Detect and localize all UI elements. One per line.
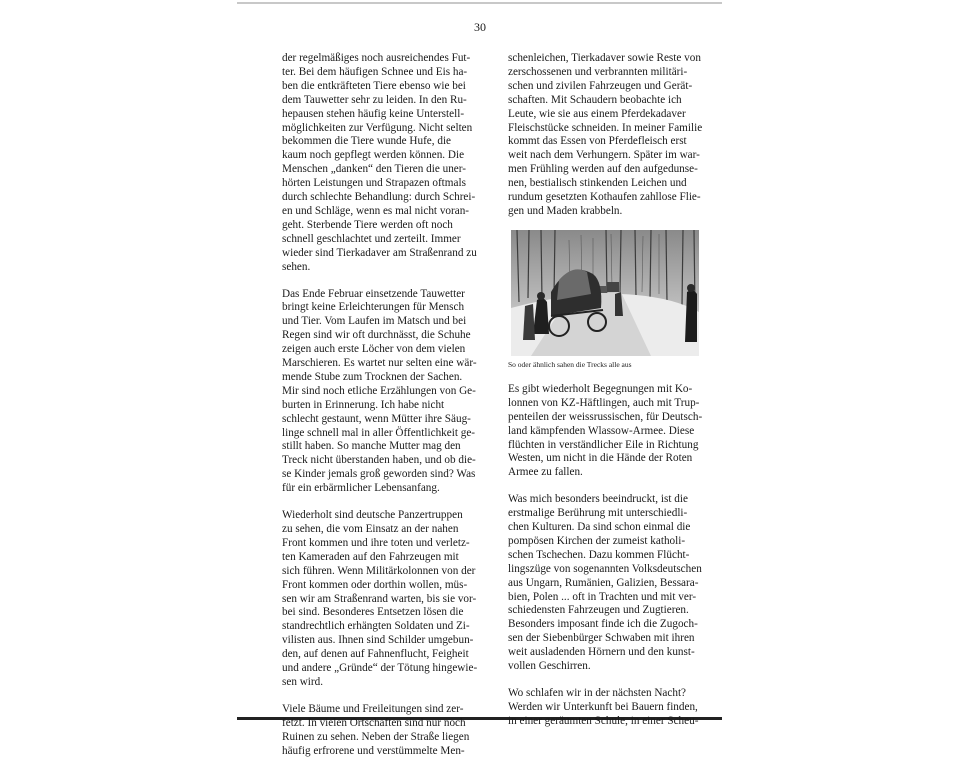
paragraph: Das Ende Februar einsetzende Tauwetter bringt keine Erleichterungen für Mensch und Tier. Vom Laufen im Matsch und bei Regen sind wir oft durchnässt, die Schuhe zeigen auch erste Löcher von dem vielen Marschieren. Es wartet nur selten eine wär- mende Stube zum Trocknen der Sachen. Mir sind noch etliche Erzählungen von Ge- burten in Erinnerung. Ich habe nicht schlecht gestaunt, wenn Mütter ihre Säug- linge schnell mal in aller Öffentlichkeit ge- stillt haben. So manche Mutter mag den Treck nicht überstanden haben, und ob die- se Kinder jemals groß geworden sind? Was für ein erbärmlicher Lebensanfang. — [282, 287, 477, 495]
left-text-column — [282, 52, 494, 772]
paragraph: Was mich besonders beeindruckt, ist die erstmalige Berührung mit unterschiedli- chen Kulturen. Da sind schon einmal die pompösen Kirchen der zumeist katholi- schen Tschechen. Dazu kommen Flücht- lingszüge von sogenannten Volksdeutschen aus Ungarn, Rumänien, Galizien, Bessara- bien, Polen ... oft in Trachten und mit ver- schiedensten Fahrzeugen und Zugtieren. Besonders imposant finde ich die Zugoch- sen der Siebenbürger Schwaben mit ihren weit ausladenden Hörnern und den kunst- vollen Geschirren. — [508, 493, 702, 673]
paragraph: Es gibt wiederholt Begegnungen mit Ko- lonnen von KZ-Häftlingen, auch mit Trup- penteilen der weissrussischen, für Deutsch- land kämpfenden Wlassow-Armee. Diese flüchten in verständlicher Eile in Richtung Westen, um nicht in die Hände der Roten Armee zu fallen. — [508, 382, 703, 479]
paragraph: der regelmäßiges noch ausreichendes Fut- ter. Bei dem häufigen Schnee und Eis ha- ben die entkräfteten Tiere ebenso wie bei dem Tauwetter sehr zu leiden. In den Ru- hepausen stehen häufig keine Unterstell- möglichkeiten zur Verfügung. Nicht selten bekommen die Tiere wunde Hufe, die kaum noch gepflegt werden können. Die Menschen „danken“ den Tieren die uner- hörten Leistungen und Strapazen oftmals durch schlechte Behandlung: durch Schrei- en und Schläge, wenn es mal nicht voran- geht. Sterbende Tiere werden oft noch schnell geschlachtet und zerteilt. Immer wieder sind Tierkadaver am Straßenrand zu sehen. — [282, 52, 477, 273]
paragraph: Wo schlafen wir in der nächsten Nacht? Werden wir Unterkunft bei Bauern finden, in einer geräumten Schule, in einer Scheu- — [508, 687, 699, 727]
paragraph: schenleichen, Tierkadaver sowie Reste von zerschossenen und verbrannten militäri- schen und zivilen Fahrzeugen und Gerät- schaften. Mit Schaudern beobachte ich Leute, wie sie aus einem Pferdekadaver Fleischstücke schneiden. In meiner Familie kommt das Essen von Pferdefleisch erst weit nach dem Verhungern. Später im war- men Frühling werden auf den aufgedunse- nen, bestialisch stinkenden Leichen und rundum gesetzten Kothaufen zahllose Flie- gen und Maden krabbeln. — [508, 52, 703, 217]
paragraph: Viele Bäume und Freileitungen sind zer- fetzt. In vielen Ortschaften sind nur noch Ruinen zu sehen. Neben der Straße liegen häufig erfrorene und verstümmelte Men- — [282, 702, 470, 757]
top-edge-rule — [237, 2, 722, 4]
refugee-trek-photo — [511, 230, 699, 356]
photo-caption: So oder ähnlich sahen die Trecks alle aus — [508, 359, 632, 369]
page-number: 30 — [474, 20, 486, 34]
paragraph: Wiederholt sind deutsche Panzertruppen zu sehen, die vom Einsatz an der nahen Front kommen und ihre toten und verletz- ten Kameraden auf den Fahrzeugen mit sich führen. Wenn Militärkolonnen von der Front kommen oder dorthin wollen, müs- sen wir am Straßenrand warten, bis sie vor- bei sind. Besonderes Entsetzen lösen die standrechtlich erhängten Soldaten und Zi- vilisten aus. Ihnen sind Schilder umgebun- den, auf denen auf Fahnenflucht, Feigheit und andere „Gründe“ der Tötung hingewie- sen wird. — [282, 509, 478, 688]
right-text-column — [508, 52, 720, 742]
